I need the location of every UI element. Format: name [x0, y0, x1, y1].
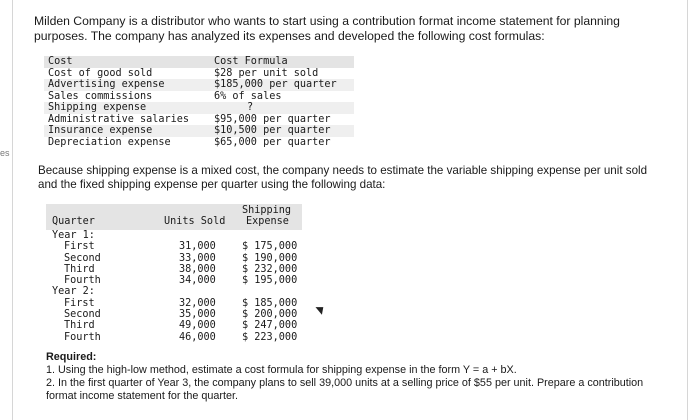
cost-formula: $185,000 per quarter [214, 79, 337, 90]
units-cell: 31,000 [179, 241, 216, 253]
shipping-table-header [46, 204, 302, 230]
cost-formula: $10,500 per quarter [214, 125, 331, 136]
table-row [46, 298, 302, 309]
cost-table-header [44, 56, 354, 68]
table-row [46, 253, 302, 264]
cost-row [44, 79, 354, 91]
table-row [46, 320, 302, 331]
expense-cell: $ 223,000 [242, 331, 298, 343]
formula-header: Cost Formula [214, 56, 288, 67]
expense-header-line1: Shipping [242, 205, 292, 216]
expense-cell: $ 195,000 [242, 275, 298, 287]
cost-header: Cost [48, 56, 73, 67]
cost-row [44, 114, 354, 126]
intro-text: Milden Company is a distributor who wants to start using a contribution format income statement for planning purposes. The company has analyzed its expenses and developed the following cost formulas: [34, 14, 620, 43]
expense-cell: $ 200,000 [242, 309, 298, 321]
mixed-cost-paragraph: Because shipping expense is a mixed cost, the company needs to estimate the variable shipping expense per unit sold and the fixed shipping expense per quarter using the following data: [38, 164, 648, 191]
units-cell: 38,000 [179, 263, 216, 275]
expense-cell: $ 175,000 [242, 241, 298, 253]
required-item-2: 2. In the first quarter of Year 3, the company plans to sell 39,000 units at a selling price of $55 per unit. Prepare a contribution format income statement for the quarter. [46, 377, 644, 402]
cost-name: Cost of good sold [48, 67, 153, 79]
cost-row [44, 102, 354, 114]
table-row [46, 309, 302, 320]
cost-formula: $95,000 per quarter [214, 113, 331, 125]
cost-name: Depreciation expense [48, 136, 171, 148]
cost-name: Administrative salaries [48, 113, 190, 125]
expense-header-line2: Expense [246, 216, 289, 227]
cost-name: Sales commissions [48, 90, 153, 102]
quarter-cell: Third [64, 263, 95, 275]
units-cell: 33,000 [179, 252, 216, 264]
cost-formula: $65,000 per quarter [214, 136, 331, 148]
expense-cell: $ 232,000 [242, 263, 298, 275]
cost-row [44, 68, 354, 80]
cost-name: Shipping expense [48, 102, 147, 113]
required-item-1: 1. Using the high-low method, estimate a cost formula for shipping expense in the form Y = a + bX. [46, 364, 517, 376]
table-row [46, 286, 302, 297]
table-row [46, 332, 302, 343]
required-heading: Required: [46, 351, 97, 363]
units-cell: 35,000 [179, 309, 216, 321]
cost-formula: $28 per unit sold [214, 67, 319, 79]
cost-name: Advertising expense [48, 79, 165, 90]
table-row [46, 264, 302, 275]
units-header: Units Sold [164, 216, 226, 227]
expense-cell: $ 247,000 [242, 320, 298, 332]
quarter-cell: First [64, 297, 95, 309]
quarter-cell: Fourth [64, 331, 101, 343]
table-row [46, 230, 302, 241]
shipping-data-table [46, 204, 302, 343]
expense-cell: $ 190,000 [242, 252, 298, 264]
cost-row [44, 137, 354, 149]
cost-name: Insurance expense [48, 125, 153, 136]
units-cell: 32,000 [179, 297, 216, 309]
units-cell: 46,000 [179, 331, 216, 343]
quarter-cell: Fourth [64, 275, 101, 287]
quarter-cell: First [64, 241, 95, 253]
quarter-cell: Third [64, 320, 95, 332]
cost-row [44, 125, 354, 137]
quarter-cell: Second [64, 309, 101, 321]
units-cell: 34,000 [179, 275, 216, 287]
expense-cell: $ 185,000 [242, 297, 298, 309]
quarter-header: Quarter [52, 216, 95, 227]
cost-row [44, 91, 354, 103]
cost-formula: 6% of sales [214, 90, 282, 102]
quarter-cell: Second [64, 252, 101, 264]
cost-formula: ? [246, 102, 254, 113]
table-row [46, 275, 302, 286]
table-row [46, 241, 302, 252]
margin-tab-label: es [0, 148, 10, 158]
units-cell: 49,000 [179, 320, 216, 332]
quarter-cell: Year 2: [52, 286, 95, 298]
cost-formula-table [44, 56, 354, 148]
required-section [46, 351, 666, 403]
quarter-cell: Year 1: [52, 230, 95, 241]
